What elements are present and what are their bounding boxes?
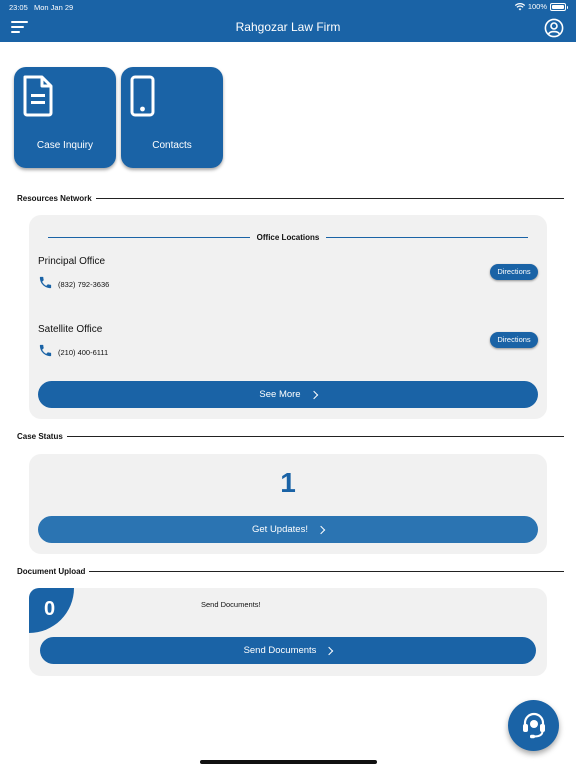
home-indicator[interactable] <box>200 760 377 764</box>
document-upload-section-header <box>17 566 564 576</box>
get-updates-button[interactable] <box>38 516 538 543</box>
chevron-right-icon <box>317 525 325 533</box>
support-headset-icon <box>521 712 547 739</box>
send-documents-button[interactable] <box>40 637 536 664</box>
office-locations-header <box>48 232 528 242</box>
document-upload-section-title: Document Upload <box>17 566 86 576</box>
navigation-bar <box>0 14 576 42</box>
case-status-section-title: Case Status <box>17 431 63 441</box>
status-time: 23:05 <box>9 3 28 12</box>
chevron-right-icon <box>309 390 317 398</box>
document-count: 0 <box>44 598 56 620</box>
contacts-tile[interactable] <box>121 67 223 168</box>
app-title: Rahgozar Law Firm <box>235 20 341 34</box>
case-status-card <box>29 454 547 554</box>
contacts-label: Contacts <box>152 140 192 151</box>
section-divider <box>67 436 564 437</box>
see-more-label: See More <box>259 389 301 400</box>
phone-icon[interactable] <box>38 275 53 290</box>
support-fab-button[interactable] <box>508 700 559 751</box>
principal-directions-button[interactable]: Directions <box>490 264 538 280</box>
office-locations-title: Office Locations <box>256 232 320 242</box>
phone-icon[interactable] <box>38 343 53 358</box>
status-right <box>515 2 566 11</box>
see-more-button[interactable] <box>38 381 538 408</box>
satellite-directions-button[interactable]: Directions <box>490 332 538 348</box>
battery-icon <box>550 3 566 11</box>
satellite-office-name: Satellite Office <box>38 324 103 335</box>
case-status-section-header <box>17 431 564 441</box>
case-count: 1 <box>280 467 296 498</box>
resources-section-title: Resources Network <box>17 193 92 203</box>
chevron-right-icon <box>325 646 333 654</box>
document-icon <box>22 75 54 117</box>
wifi-icon <box>515 3 525 11</box>
user-circle-icon <box>544 18 564 38</box>
principal-office-phone[interactable]: (832) 792-3636 <box>58 280 110 289</box>
get-updates-label: Get Updates! <box>252 524 308 535</box>
case-inquiry-label: Case Inquiry <box>36 140 94 151</box>
send-documents-label: Send Documents <box>243 645 317 656</box>
status-bar <box>0 0 576 14</box>
section-divider <box>96 198 564 199</box>
section-divider <box>89 571 564 572</box>
case-inquiry-tile[interactable] <box>14 67 116 168</box>
resources-section-header <box>17 193 564 203</box>
send-documents-caption: Send Documents! <box>201 600 261 609</box>
satellite-office-phone[interactable]: (210) 400-6111 <box>58 348 109 357</box>
document-upload-card <box>29 588 547 676</box>
resources-card <box>29 215 547 419</box>
document-count-badge <box>29 588 74 633</box>
principal-office-name: Principal Office <box>38 256 106 267</box>
status-date: Mon Jan 29 <box>34 3 74 12</box>
battery-percent: 100% <box>527 2 547 11</box>
phone-device-icon <box>129 75 157 117</box>
profile-button[interactable] <box>544 18 564 38</box>
